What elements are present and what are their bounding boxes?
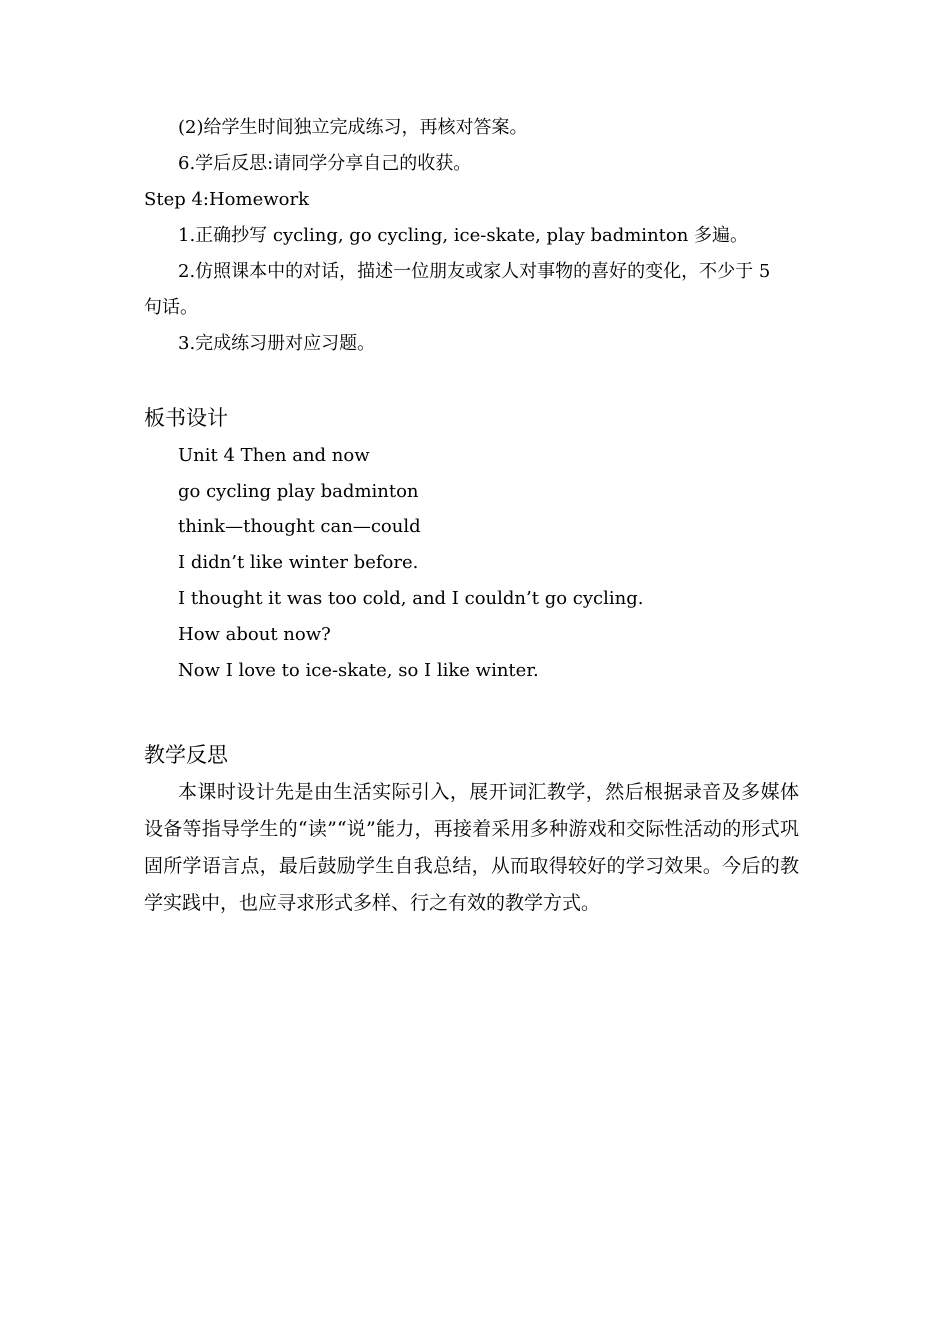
board-line-phrases: go cycling play badminton <box>178 481 419 502</box>
board-line-now: Now I love to ice-skate, so I like winter. <box>178 660 539 681</box>
reflection-paragraph: 本课时设计先是由生活实际引入，展开词汇教学，然后根据录音及多媒体设备等指导学生的“读”“说”能力，再接着采用多种游戏和交际性活动的形式巩固所学语言点，最后鼓励学生自我总结，从而取得较好的学习效果。今后的教学实践中，也应寻求形式多样、行之有效的教学方式。 <box>144 781 799 914</box>
board-line-thought: I thought it was too cold, and I couldn’t go cycling. <box>178 588 644 609</box>
board-design-heading: 板书设计 <box>144 406 228 430</box>
homework-item-2: 2.仿照课本中的对话，描述一位朋友或家人对事物的喜好的变化，不少于 5 <box>178 261 771 282</box>
reflection-heading: 教学反思 <box>144 743 228 767</box>
step-line-answers: (2)给学生时间独立完成练习，再核对答案。 <box>178 117 528 138</box>
board-line-unit: Unit 4 Then and now <box>178 445 370 466</box>
step-line-reflection: 6.学后反思:请同学分享自己的收获。 <box>178 153 472 174</box>
homework-item-2-cont: 句话。 <box>144 297 198 318</box>
board-line-before: I didn’t like winter before. <box>178 552 419 573</box>
step4-title: Step 4:Homework <box>144 189 309 210</box>
board-line-verbs: think—thought can—could <box>178 516 421 537</box>
homework-item-1: 1.正确抄写 cycling, go cycling, ice-skate, play badminton 多遍。 <box>178 225 749 246</box>
homework-item-3: 3.完成练习册对应习题。 <box>178 333 376 354</box>
board-line-question: How about now? <box>178 624 331 645</box>
